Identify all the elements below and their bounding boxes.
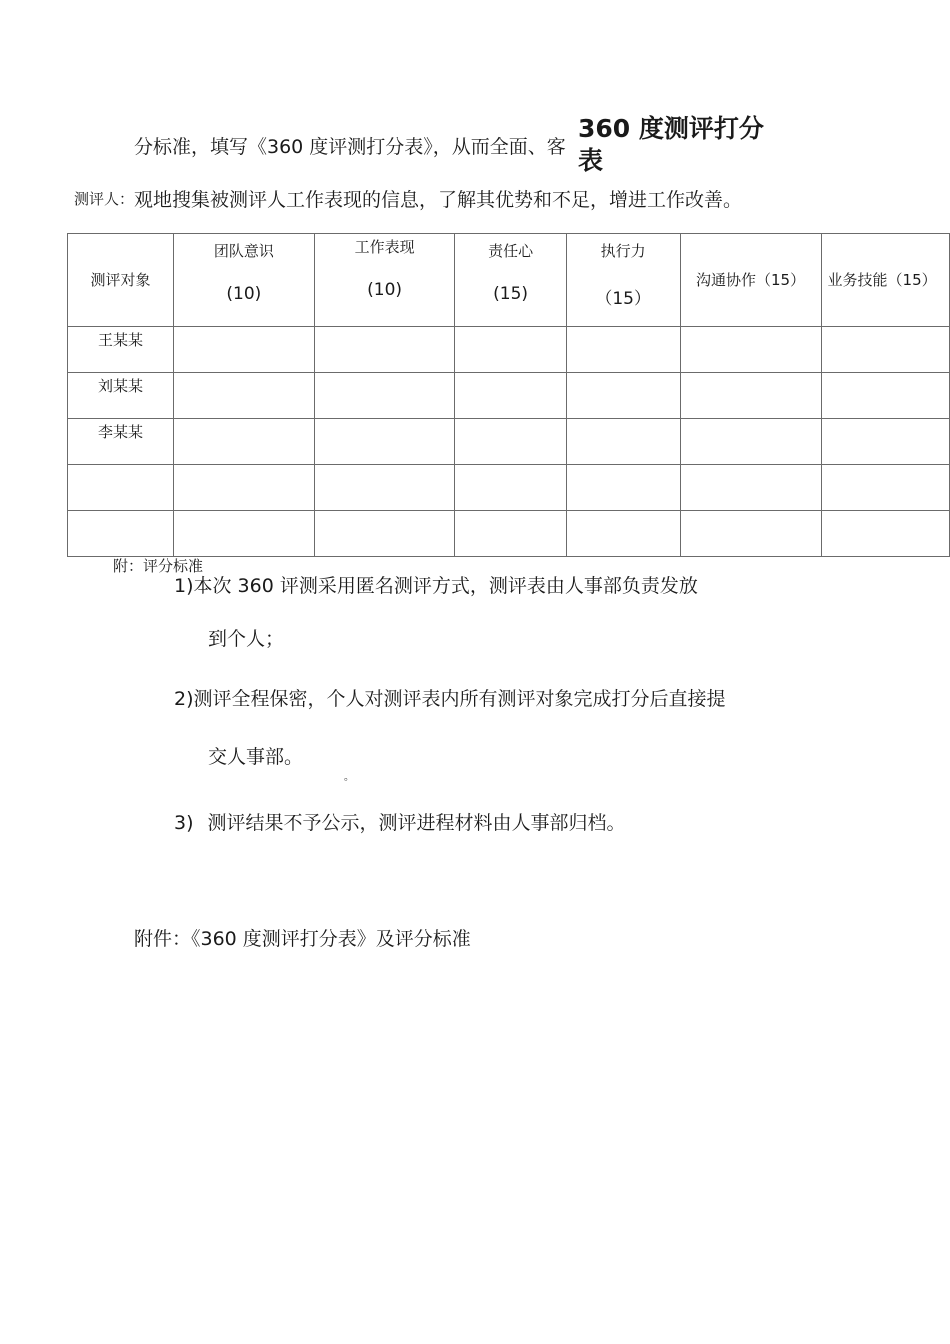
row-name-cell: 王某某 (68, 327, 174, 373)
row-name-cell (68, 511, 174, 557)
attachment-line: 附件：《360 度测评打分表》及评分标准 (134, 928, 471, 950)
score-cell[interactable] (821, 327, 949, 373)
score-cell[interactable] (566, 465, 680, 511)
table-row (68, 419, 950, 465)
score-cell[interactable] (314, 327, 455, 373)
header-work-performance: 工作表现 (10) (314, 234, 455, 327)
score-cell[interactable] (455, 373, 566, 419)
rule-text: 本次 360 评测采用匿名测评方式，测评表由人事部负责发放 (193, 575, 698, 597)
evaluator-label: 测评人： (74, 190, 135, 208)
row-name-cell: 刘某某 (68, 373, 174, 419)
table-header-row (68, 234, 950, 327)
score-cell[interactable] (566, 373, 680, 419)
score-cell[interactable] (314, 511, 455, 557)
score-cell[interactable] (821, 373, 949, 419)
table-row (68, 327, 950, 373)
score-table (67, 233, 950, 557)
score-cell[interactable] (174, 419, 315, 465)
header-execution: 执行力 （15） (566, 234, 680, 327)
rule-number: 2) (174, 688, 194, 710)
rule-1 (174, 571, 698, 598)
header-responsibility: 责任心 (15) (455, 234, 566, 327)
header-business-skill: 业务技能（15） (821, 234, 949, 327)
score-cell[interactable] (821, 419, 949, 465)
intro-line-1: 分标准，填写《360 度评测打分表》，从而全面、客 (134, 136, 566, 158)
score-cell[interactable] (455, 419, 566, 465)
score-cell[interactable] (566, 419, 680, 465)
doc-title-line-1: 360 度测评打分 (578, 114, 764, 143)
table-row (68, 511, 950, 557)
rule-text: 测评全程保密，个人对测评表内所有测评对象完成打分后直接提 (193, 688, 726, 710)
score-cell[interactable] (680, 327, 821, 373)
row-name-cell (68, 465, 174, 511)
score-cell[interactable] (455, 511, 566, 557)
score-cell[interactable] (314, 419, 455, 465)
score-cell[interactable] (174, 373, 315, 419)
intro-line-2: 观地搜集被测评人工作表现的信息，了解其优势和不足，增进工作改善。 (134, 189, 743, 211)
table-row (68, 465, 950, 511)
rule-2 (174, 684, 726, 711)
score-cell[interactable] (680, 373, 821, 419)
rule-number: 1) (174, 575, 194, 597)
table-row (68, 373, 950, 419)
header-subject: 测评对象 (68, 234, 174, 327)
score-cell[interactable] (455, 327, 566, 373)
score-cell[interactable] (174, 327, 315, 373)
rule-1-cont: 到个人； (208, 628, 285, 650)
header-team-awareness: 团队意识 (10) (174, 234, 315, 327)
header-communication: 沟通协作（15） (680, 234, 821, 327)
stray-mark: 。 (344, 772, 354, 783)
score-cell[interactable] (680, 419, 821, 465)
row-name-cell: 李某某 (68, 419, 174, 465)
score-cell[interactable] (455, 465, 566, 511)
score-cell[interactable] (566, 511, 680, 557)
score-cell[interactable] (314, 373, 455, 419)
note-label: 附：评分标准 (113, 557, 204, 575)
score-cell[interactable] (174, 511, 315, 557)
rule-number: 3) (174, 812, 194, 834)
score-cell[interactable] (566, 327, 680, 373)
score-cell[interactable] (821, 511, 949, 557)
rule-3 (174, 808, 626, 835)
rule-text: 测评结果不予公示，测评进程材料由人事部归档。 (207, 812, 626, 834)
score-cell[interactable] (821, 465, 949, 511)
score-cell[interactable] (314, 465, 455, 511)
score-cell[interactable] (680, 465, 821, 511)
score-cell[interactable] (680, 511, 821, 557)
doc-title-line-2: 表 (578, 146, 604, 175)
score-cell[interactable] (174, 465, 315, 511)
rule-2-cont: 交人事部。 (208, 746, 304, 768)
